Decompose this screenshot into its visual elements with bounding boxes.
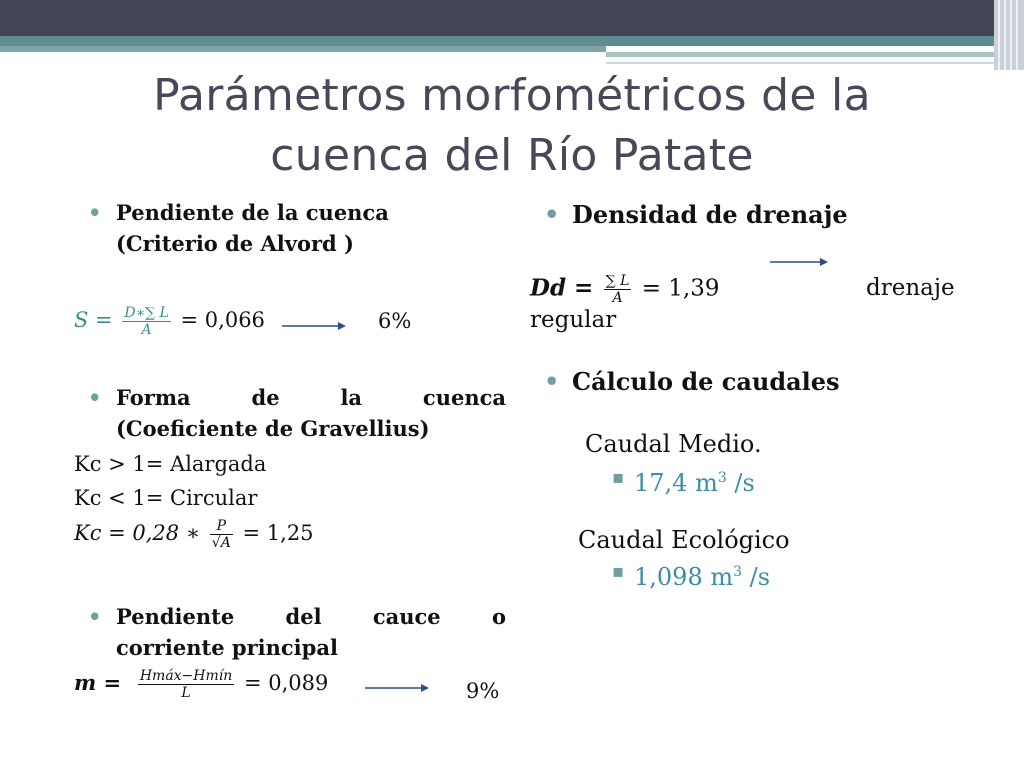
arrow-icon [770, 257, 828, 267]
sub-bullet-dot: ▪ [612, 561, 625, 582]
header-stripe [606, 52, 1000, 57]
eq-value: = 0,066 [180, 308, 265, 332]
bullet-pendiente-cuenca [88, 197, 506, 259]
eq-numerator: D∗∑ L [124, 305, 169, 321]
bullet-dot: • [88, 200, 102, 225]
eq-lhs: Dd = [530, 274, 594, 302]
title-line-2: cuenca del Río Patate [270, 130, 754, 181]
eq-denominator: L [181, 685, 191, 701]
bullet-line: Cálculo de caudales [572, 367, 840, 396]
slide-title [60, 66, 964, 186]
eq-lhs: Kc = 0,28 ∗ [74, 521, 201, 545]
eq-denominator: A [612, 290, 623, 306]
value-unit: /s [742, 563, 771, 591]
eq-lhs: S = [74, 308, 113, 332]
bullet-calculo-caudales [544, 366, 912, 397]
value-exponent: 3 [717, 470, 727, 486]
bullet-pendiente-cauce [88, 601, 506, 663]
header-corner-decoration [994, 0, 1024, 70]
caudal-ecologico-label: Caudal Ecológico [578, 526, 790, 554]
eq-value: = 1,25 [242, 521, 314, 545]
equation-m [74, 668, 328, 701]
eq-lhs: m = [74, 670, 122, 695]
bullet-dot: • [88, 385, 102, 410]
bullet-dot: • [544, 367, 560, 396]
header-stripe [0, 36, 1000, 46]
caudal-medio-value [612, 463, 755, 498]
bullet-forma-cuenca [88, 382, 506, 444]
eq-value: = 0,089 [243, 671, 329, 695]
eq-fraction [122, 305, 170, 338]
eq-fraction [604, 273, 632, 306]
eq-fraction [210, 518, 233, 551]
bullet-line: Pendiente de la cuenca [116, 200, 389, 225]
kc-less-text: Kc < 1= Circular [74, 486, 258, 510]
eq-numerator: ∑ L [605, 273, 630, 289]
dd-result-line2: regular [530, 307, 617, 333]
eq-percent: 9% [466, 679, 500, 703]
header-stripe [0, 46, 606, 52]
eq-denominator: A [141, 322, 152, 338]
eq-fraction [138, 668, 234, 701]
bullet-dot: • [88, 604, 102, 629]
caudal-ecologico-value [612, 557, 771, 592]
equation-slope [74, 305, 265, 338]
value-exponent: 3 [733, 564, 743, 580]
header-stripe [606, 62, 1000, 64]
equation-kc [74, 518, 314, 551]
bullet-line: corriente principal [116, 635, 338, 660]
eq-value: = 1,39 [641, 275, 720, 302]
bullet-line: Forma de la cuenca [116, 385, 506, 410]
value-text: 17,4 m [634, 469, 718, 497]
arrow-icon [365, 683, 429, 693]
header-band [0, 0, 1024, 36]
value-text: 1,098 m [634, 563, 734, 591]
title-line-1: Parámetros morfométricos de la [153, 70, 871, 121]
bullet-densidad-drenaje [544, 199, 912, 230]
eq-denominator: √A [211, 535, 231, 551]
bullet-line: (Coeficiente de Gravellius) [116, 416, 430, 441]
bullet-line: Densidad de drenaje [572, 200, 848, 229]
value-unit: /s [726, 469, 755, 497]
kc-greater-text: Kc > 1= Alargada [74, 452, 267, 476]
sub-bullet-dot: ▪ [612, 467, 625, 488]
eq-numerator: P [210, 518, 233, 535]
caudal-medio-label: Caudal Medio. [585, 430, 762, 458]
dd-result-line1: drenaje [866, 275, 955, 301]
eq-numerator: Hmáx−Hmín [139, 668, 233, 684]
bullet-line: (Criterio de Alvord ) [116, 231, 354, 256]
eq-percent: 6% [378, 309, 412, 333]
bullet-dot: • [544, 200, 560, 229]
bullet-line: Pendiente del cauce o [116, 604, 506, 629]
arrow-icon [282, 321, 346, 331]
equation-dd [530, 273, 719, 306]
